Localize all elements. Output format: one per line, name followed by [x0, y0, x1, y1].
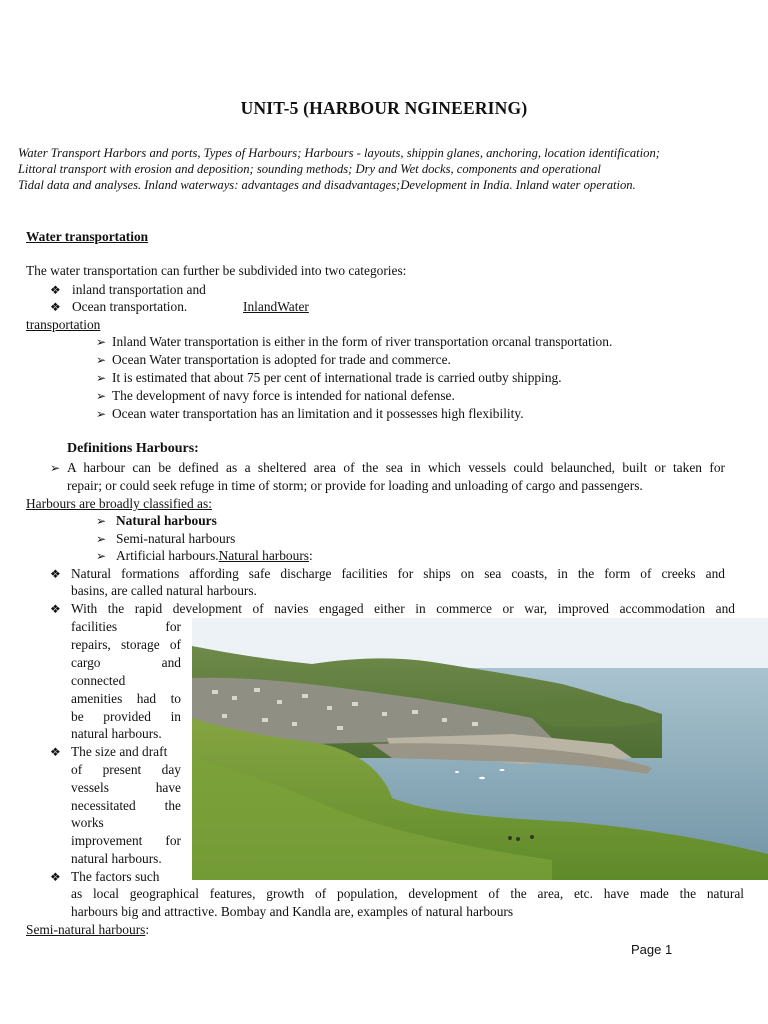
paragraph-line: as local geographical features, growth of population, development of the area, etc. have made the natural [71, 886, 744, 901]
arrow-bullet-icon: ➢ [96, 514, 107, 528]
list-item-label: Artificial harbours. [116, 548, 219, 563]
arrow-bullet-icon: ➢ [96, 407, 107, 421]
diamond-bullet-icon: ❖ [50, 300, 61, 314]
intro-line: Water Transport Harbors and ports, Types of Harbours; Harbours - layouts, shippin glanes, anchoring, location identification; [18, 146, 660, 160]
heading-colon: : [309, 548, 313, 563]
page-number: Page 1 [631, 942, 673, 957]
diamond-bullet-icon: ❖ [50, 567, 61, 581]
paragraph-line: works [71, 815, 104, 830]
list-item: Ocean water transportation has an limitation and it possesses high flexibility. [112, 406, 524, 421]
paragraph: The water transportation can further be subdivided into two categories: [26, 263, 407, 278]
paragraph-line: natural harbours. [71, 726, 162, 741]
list-item [116, 547, 313, 565]
list-item: Natural harbours [116, 513, 217, 528]
paragraph-line: cargo and [71, 655, 181, 670]
paragraph-line: basins, are called natural harbours. [71, 583, 257, 598]
list-item: Ocean Water transportation is adopted for trade and commerce. [112, 352, 451, 367]
paragraph-line: of present day [71, 762, 181, 777]
arrow-bullet-icon: ➢ [96, 353, 107, 367]
paragraph-line: facilities for [71, 619, 181, 634]
paragraph-line: be provided in [71, 709, 181, 724]
paragraph-line: harbours big and attractive. Bombay and Kandla are, examples of natural harbours [71, 904, 514, 919]
intro-line: Littoral transport with erosion and deposition; sounding methods; Dry and Wet docks, components and operational [18, 162, 601, 176]
subheading-natural: Natural harbours [218, 548, 309, 563]
subheading-classified: Harbours are broadly classified as: [26, 496, 212, 511]
arrow-bullet-icon: ➢ [96, 549, 107, 563]
subheading-inland: transportation [26, 317, 101, 332]
paragraph-line: Natural formations affording safe discharge facilities for ships on sea coasts, in the form of creeks and [71, 566, 725, 581]
heading-colon: : [145, 922, 150, 937]
list-item: Inland Water transportation is either in the form of river transportation orcanal transportation. [112, 334, 613, 349]
subheading-semi-natural [26, 921, 149, 939]
paragraph-line: The size and draft [71, 744, 168, 759]
arrow-bullet-icon: ➢ [96, 335, 107, 349]
harbour-photo [192, 618, 768, 880]
paragraph-line: amenities had to [71, 691, 181, 706]
subheading-inland: InlandWater [243, 299, 309, 314]
section-heading-water: Water transportation [26, 229, 149, 244]
arrow-bullet-icon: ➢ [96, 532, 107, 546]
paragraph-line: repairs, storage of [71, 637, 181, 652]
diamond-bullet-icon: ❖ [50, 283, 61, 297]
paragraph-line: A harbour can be defined as a sheltered area of the sea in which vessels could belaunched, built or taken for [67, 460, 725, 475]
page-title: UNIT-5 (HARBOUR NGINEERING) [240, 98, 528, 118]
paragraph-line: improvement for [71, 833, 181, 848]
intro-line: Tidal data and analyses. Inland waterways: advantages and disadvantages;Development in India. Inland water operation. [18, 178, 636, 192]
paragraph-line: With the rapid development of navies engaged either in commerce or war, improved accommodation and [71, 601, 735, 616]
arrow-bullet-icon: ➢ [96, 389, 107, 403]
paragraph-line: The factors such [71, 869, 160, 884]
diamond-bullet-icon: ❖ [50, 870, 61, 884]
diamond-bullet-icon: ❖ [50, 602, 61, 616]
diamond-bullet-icon: ❖ [50, 745, 61, 759]
paragraph-line: necessitated the [71, 798, 181, 813]
paragraph-line: vessels have [71, 780, 181, 795]
subheading-semi-natural-label: Semi-natural harbours [26, 922, 146, 937]
section-heading-definitions: Definitions Harbours: [67, 441, 199, 456]
list-item: inland transportation and [72, 282, 206, 297]
list-item: Ocean transportation. [72, 299, 188, 314]
list-item: Semi-natural harbours [116, 531, 236, 546]
arrow-bullet-icon: ➢ [96, 371, 107, 385]
list-item: The development of navy force is intended for national defense. [112, 388, 455, 403]
paragraph-line: natural harbours. [71, 851, 162, 866]
paragraph-line: repair; or could seek refuge in time of storm; or provide for loading and unloading of cargo and passengers. [67, 478, 643, 493]
arrow-bullet-icon: ➢ [50, 461, 61, 475]
paragraph-line: connected [71, 673, 126, 688]
list-item: It is estimated that about 75 per cent of international trade is carried outby shipping. [112, 370, 562, 385]
